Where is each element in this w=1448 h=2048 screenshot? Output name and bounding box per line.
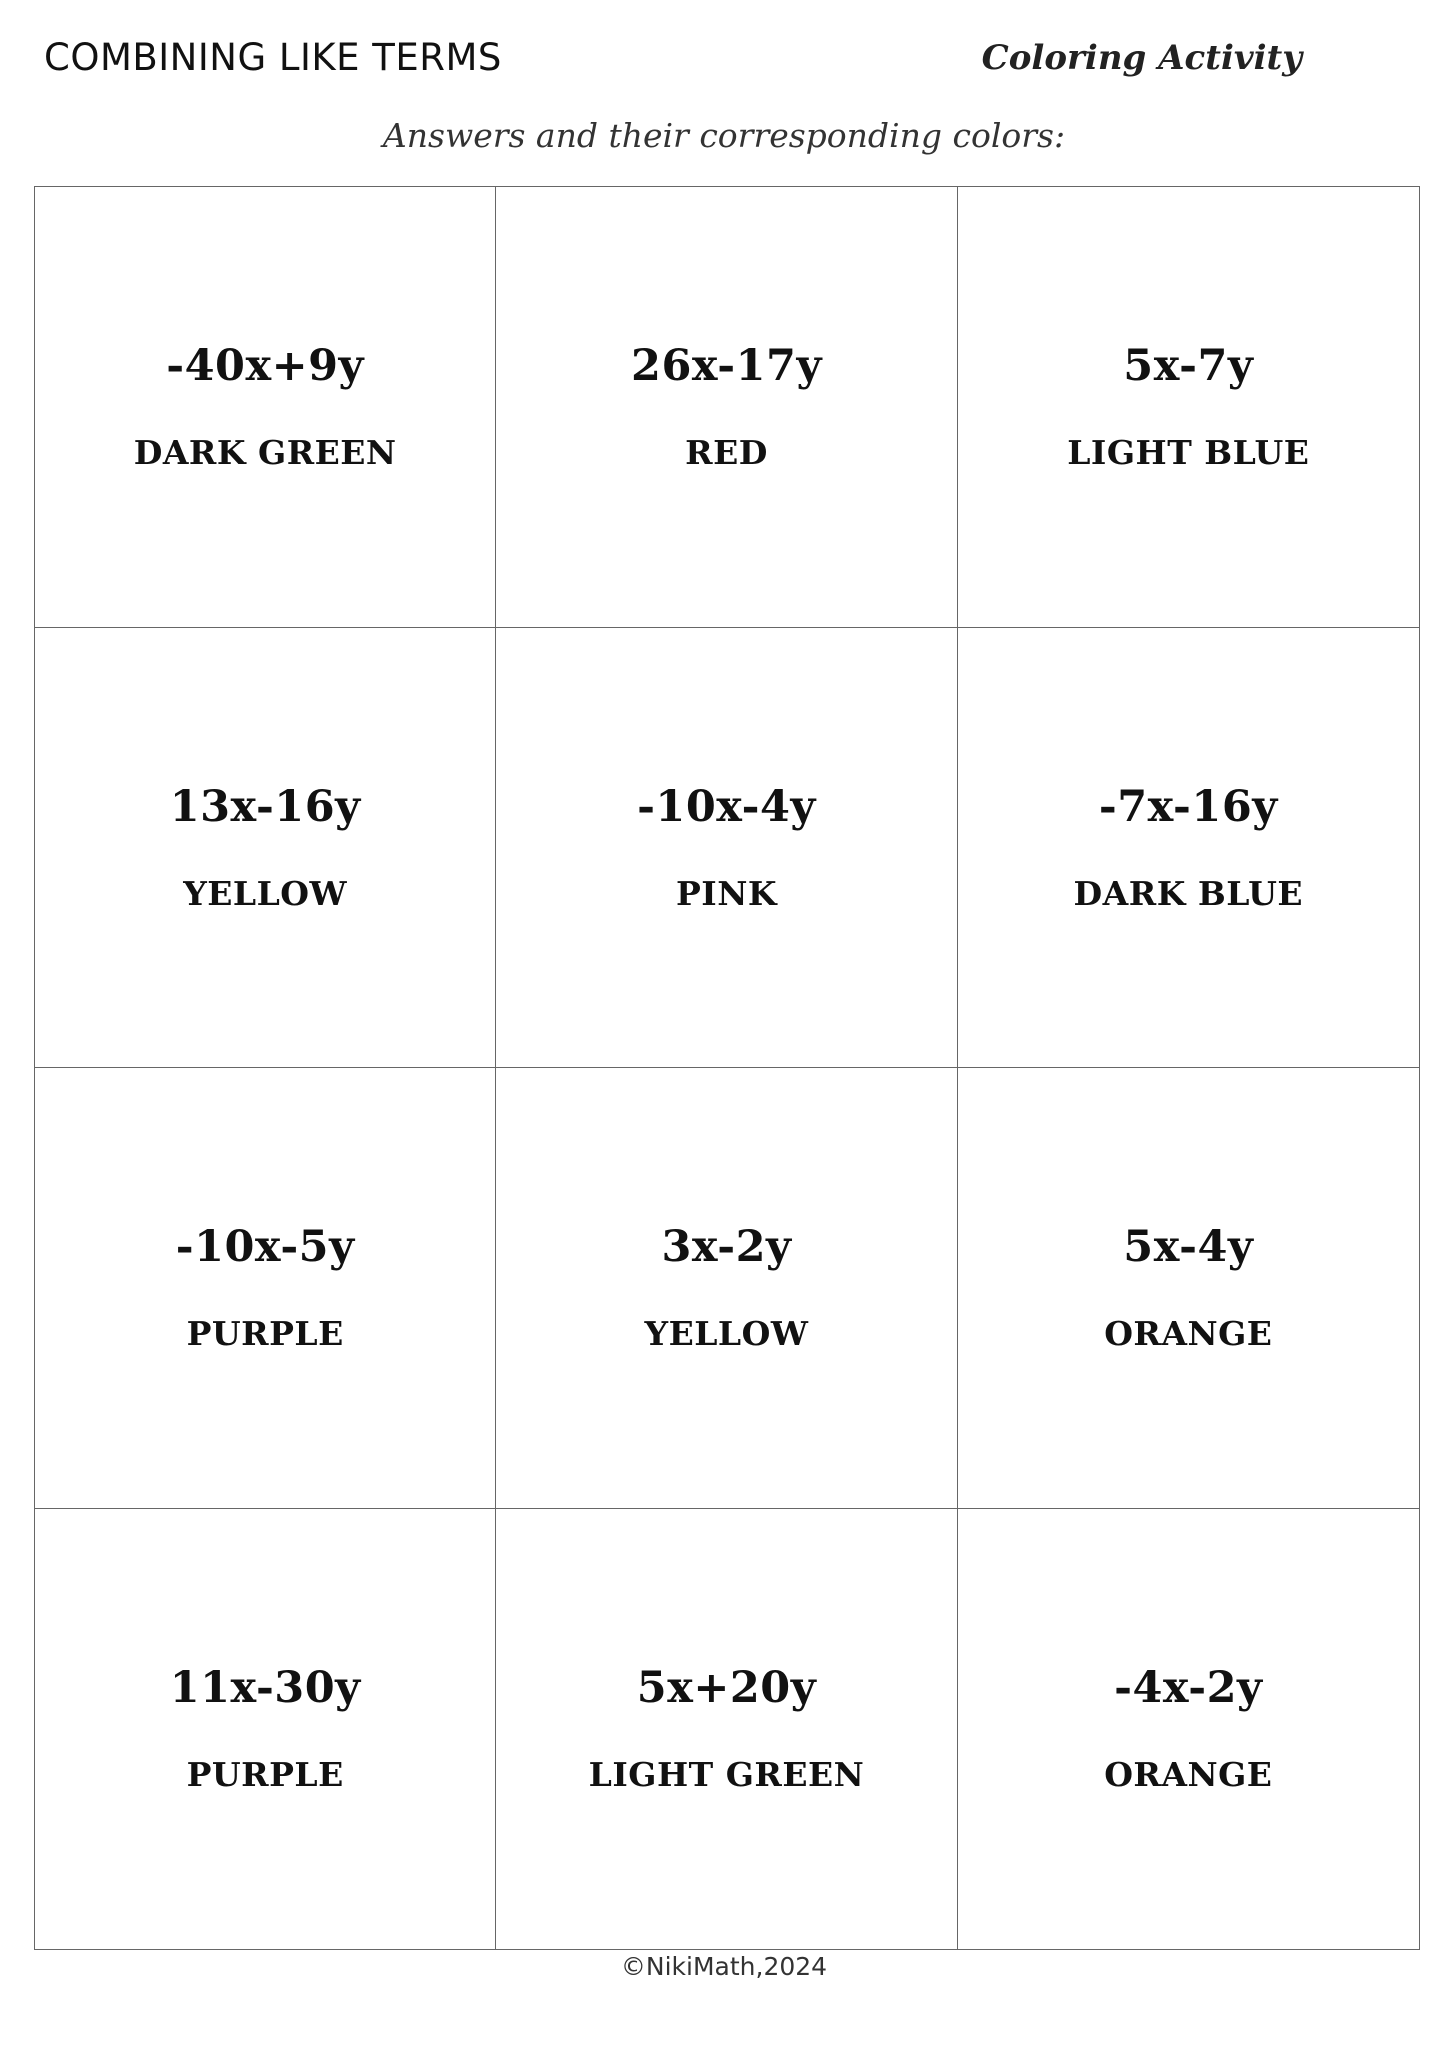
answer-cell [958,187,1419,628]
copyright-footer: ©NikiMath,2024 [620,1952,828,1981]
answer-color: YELLOW [644,1314,809,1354]
answer-cell [496,628,957,1069]
answer-expression: 5x+20y [636,1663,817,1714]
answer-expression: -40x+9y [166,341,365,392]
answer-cell [35,1068,496,1509]
answer-color: LIGHT GREEN [588,1755,865,1795]
answer-color: DARK BLUE [1073,873,1304,913]
answer-cell [35,187,496,628]
answer-expression: -10x-5y [175,1222,355,1273]
answer-cell [496,187,957,628]
answer-color: ORANGE [1104,1755,1273,1795]
answer-cell [496,1068,957,1509]
page-title: COMBINING LIKE TERMS [44,36,502,79]
answer-color: DARK GREEN [133,433,397,473]
answer-color: YELLOW [183,873,348,913]
answer-cell [35,628,496,1069]
answer-expression: 5x-4y [1123,1222,1254,1273]
answer-color: PINK [675,873,778,913]
answer-expression: 26x-17y [631,341,822,392]
answer-cell [496,1509,957,1950]
activity-label: Coloring Activity [981,38,1302,78]
answer-expression: -10x-4y [637,781,816,832]
answer-expression: -4x-2y [1114,1663,1263,1714]
answer-color: RED [685,433,768,473]
answer-expression: 11x-30y [169,1663,361,1714]
answer-color: PURPLE [186,1755,344,1795]
answer-cell [958,1509,1419,1950]
answer-color: ORANGE [1104,1314,1273,1354]
answer-expression: 13x-16y [169,781,361,832]
answer-cell [35,1509,496,1950]
answer-cell [958,628,1419,1069]
answer-color: LIGHT BLUE [1067,433,1310,473]
answer-color: PURPLE [186,1314,344,1354]
answer-expression: -7x-16y [1098,781,1278,832]
subtitle: Answers and their corresponding colors: [382,116,1066,155]
answer-expression: 5x-7y [1123,341,1254,392]
answer-expression: 3x-2y [661,1222,792,1273]
answer-cell [958,1068,1419,1509]
answer-grid [34,186,1420,1950]
